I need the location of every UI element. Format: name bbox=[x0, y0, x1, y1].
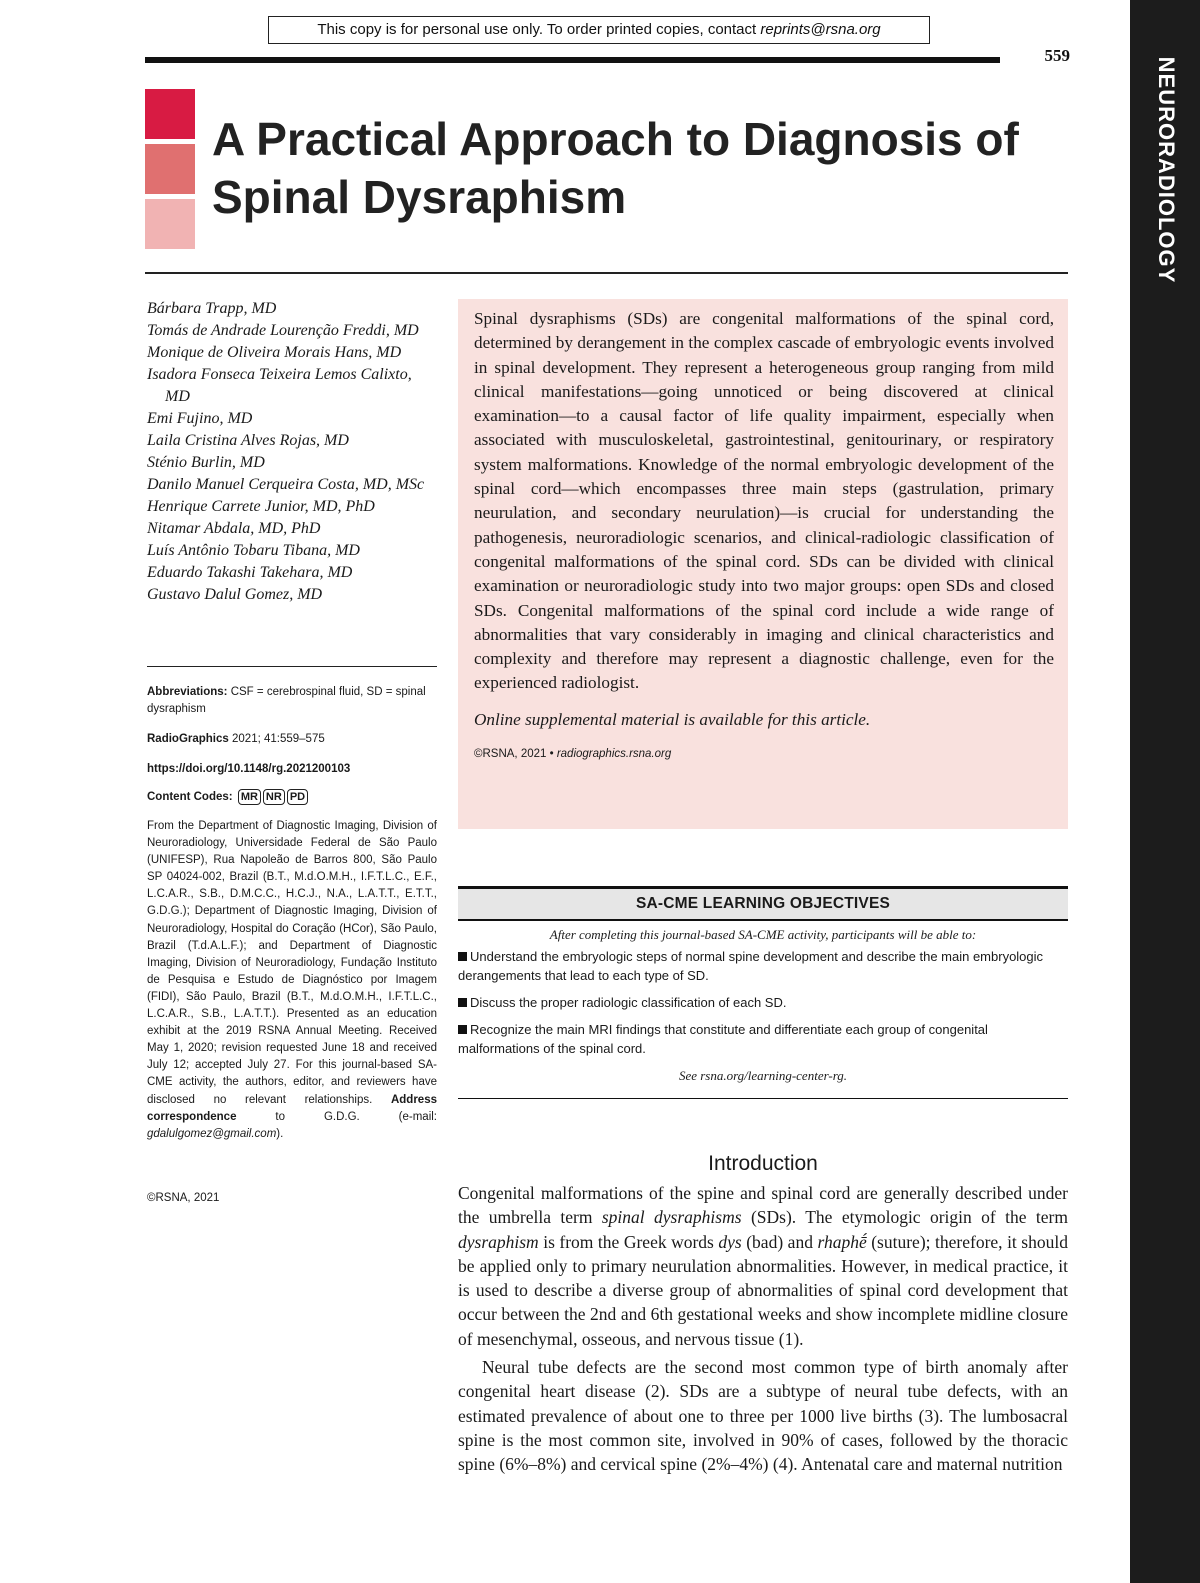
cme-objectives-list bbox=[458, 947, 1068, 1058]
abstract-text: Spinal dysraphisms (SDs) are congenital malformations of the spinal cord, determined by derangement in the complex cascade of embryologic events involved in spinal development. They represent a heterogeneous group ranging from mild clinical manifestations—going unnoticed or being discovered at clinical examination—to a causal factor of life quality impairment, especially when associated with musculoskeletal, gastrointestinal, genitourinary, or respiratory system malformations. Knowledge of the normal embryologic development of the spinal cord—which encompasses three main steps (gastrulation, primary neurulation, and secondary neurulation)—is crucial for understanding the pathogenesis, neuroradiologic scenarios, and clinical-radiologic classification of congenital malformations of the spinal cord. SDs can be divided with clinical examination or neuroradiologic study into two major groups: open SDs and closed SDs. Congenital malformations of the spinal cord include a wide range of abnormalities that vary considerably in imaging and clinical characteristics and complexity and therefore may represent a diagnostic challenge, even for the experienced radiologist. bbox=[474, 309, 1054, 693]
intro-text: is from the Greek words bbox=[538, 1231, 719, 1252]
square-bullet-icon bbox=[458, 998, 467, 1007]
square-bullet-icon bbox=[458, 1025, 467, 1034]
introduction-heading: Introduction bbox=[708, 1152, 818, 1175]
abbreviations-label: Abbreviations: bbox=[147, 686, 228, 698]
cme-objective-text: Discuss the proper radiologic classification of each SD. bbox=[470, 994, 787, 1010]
author: Gustavo Dalul Gomez, MD bbox=[147, 586, 323, 603]
content-code-badge: PD bbox=[287, 789, 308, 805]
author: Luís Antônio Tobaru Tibana, MD bbox=[147, 542, 360, 559]
cme-objective bbox=[458, 1020, 1068, 1058]
author: Emi Fujino, MD bbox=[147, 410, 253, 427]
cme-objective-text: Understand the embryologic steps of normal spine development and describe the main embryologic derangements that lead to each type of SD. bbox=[458, 948, 1044, 983]
title-rule bbox=[145, 272, 1068, 274]
abstract-copyright bbox=[474, 742, 1054, 766]
reprint-email-link[interactable]: reprints@rsna.org bbox=[760, 21, 881, 38]
author: Bárbara Trapp, MD bbox=[147, 300, 277, 317]
intro-text: (SDs). The etymologic origin of the term bbox=[741, 1207, 1068, 1228]
content-codes bbox=[147, 789, 437, 806]
title-accent-square-1 bbox=[145, 89, 195, 139]
introduction-body bbox=[458, 1181, 1068, 1477]
correspondence-end: ). bbox=[276, 1127, 284, 1140]
intro-term: dys bbox=[718, 1231, 742, 1252]
intro-paragraph-1 bbox=[458, 1181, 1068, 1351]
journal-name: RadioGraphics bbox=[147, 733, 229, 745]
header-rule bbox=[145, 57, 1000, 63]
article-title: A Practical Approach to Diagnosis of Spinal Dysraphism bbox=[212, 113, 1019, 223]
author: Sténio Burlin, MD bbox=[147, 454, 265, 471]
author: Eduardo Takashi Takehara, MD bbox=[147, 564, 353, 581]
section-label: NEURORADIOLOGY bbox=[1154, 56, 1179, 284]
supplemental-note: Online supplemental material is available for this article. bbox=[474, 709, 871, 729]
intro-text: (bad) and bbox=[741, 1231, 818, 1252]
title-accent-square-2 bbox=[145, 144, 195, 194]
cme-objective bbox=[458, 993, 1068, 1012]
content-codes-label: Content Codes: bbox=[147, 791, 233, 803]
author: Tomás de Andrade Lourenção Freddi, MD bbox=[147, 322, 419, 339]
affiliation-note bbox=[147, 818, 437, 1143]
content-code-badge: MR bbox=[238, 789, 261, 805]
intro-term: dysraphism bbox=[458, 1231, 539, 1252]
author: Isadora Fonseca Teixeira Lemos Calixto, MD bbox=[147, 366, 412, 405]
author: Laila Cristina Alves Rojas, MD bbox=[147, 432, 349, 449]
copyright-left: ©RSNA, 2021 bbox=[147, 1192, 220, 1204]
abstract-box bbox=[458, 299, 1068, 829]
page-number: 559 bbox=[1044, 46, 1070, 65]
journal-website-link[interactable]: radiographics.rsna.org bbox=[556, 748, 672, 761]
affiliation-text: From the Department of Diagnostic Imaging, Division of Neuroradiology, Universidade Federal de São Paulo (UNIFESP), Rua Napoleão de Barros 800, São Paulo SP 04024-002, Brazil (B.T., M.d.O.M.H., I.F.T.L.C., E.F., L.C.A.R., S.B., D.M.C.C., H.C.J., N.A., L.A.T.T., E.T.T., G.D.G.); Department of Diagnostic Imaging, Division of Neuroradiology, Hospital do Coração (HCor), São Paulo, Brazil (T.d.A.L.F.); and Department of Diagnostic Imaging, Division of Neuroradiology, Fundação Instituto de Pesquisa e Estudo de Diagnóstico por Imagem (FIDI), São Paulo, Brazil (B.T., M.d.O.M.H., I.F.T.L.C., L.C.A.R., S.B., L.A.T.T.). Presented as an education exhibit at the 2019 RSNA Annual Meeting. Received May 1, 2020; revision requested June 18 and received July 12; accepted July 27. For this journal-based SA-CME activity, the authors, editor, and reviewers have disclosed no relevant relationships. bbox=[147, 820, 437, 1106]
journal-citation bbox=[147, 731, 437, 748]
intro-term: spinal dysraphisms bbox=[601, 1207, 742, 1228]
intro-text: Congenital malformations of the spine and spinal cord are generally described under the umbrella term bbox=[458, 1183, 1068, 1228]
cme-heading-rule bbox=[458, 919, 1068, 921]
abbreviations-text: CSF = cerebrospinal fluid, SD = spinal dysraphism bbox=[147, 686, 426, 715]
content-code-badge: NR bbox=[263, 789, 285, 805]
title-accent-square-3 bbox=[145, 199, 195, 249]
cme-bottom-rule bbox=[458, 1098, 1068, 1100]
cme-heading: SA-CME LEARNING OBJECTIVES bbox=[458, 889, 1068, 919]
abbreviations bbox=[147, 684, 437, 718]
doi-link[interactable]: https://doi.org/10.1148/rg.2021200103 bbox=[147, 763, 351, 775]
correspondence-text: to G.D.G. (e-mail: bbox=[236, 1110, 437, 1123]
intro-text: (suture); therefore, it should be applied only to primary neurulation abnormalities. However, in medical practice, it is used to describe a diverse group of abnormalities of spinal cord development that occur between the 2nd and 6th gestational weeks and show incomplete midline closure of mesenchymal, osseous, and nervous tissue (1). bbox=[458, 1231, 1068, 1349]
author: Nitamar Abdala, MD, PhD bbox=[147, 520, 321, 537]
correspondence-email[interactable]: gdalulgomez@gmail.com bbox=[147, 1127, 277, 1140]
cme-objectives-box bbox=[458, 886, 1068, 1099]
reprint-notice-text: This copy is for personal use only. To order printed copies, contact bbox=[317, 21, 761, 38]
cme-intro: After completing this journal-based SA-CME activity, participants will be able to: bbox=[549, 926, 977, 942]
intro-paragraph-2: Neural tube defects are the second most common type of birth anomaly after congenital heart disease (2). SDs are a subtype of neural tube defects, with an estimated prevalence of about one to three per 1000 live births (3). The lumbosacral spine is the most common site, involved in 90% of cases, followed by the thoracic spine (6%–8%) and cervical spine (2%–4%) (4). Antenatal care and maternal nutrition bbox=[458, 1357, 1068, 1475]
cme-objective bbox=[458, 947, 1068, 985]
author: Monique de Oliveira Morais Hans, MD bbox=[147, 344, 402, 361]
author-list bbox=[147, 298, 437, 606]
author: Danilo Manuel Cerqueira Costa, MD, MSc bbox=[147, 476, 425, 493]
correspondence-label: Address correspondence bbox=[147, 1093, 437, 1123]
square-bullet-icon bbox=[458, 952, 467, 961]
authors-rule bbox=[147, 666, 437, 667]
cme-learning-center-link[interactable]: See rsna.org/learning-center-rg. bbox=[678, 1067, 848, 1083]
abstract-copyright-text: ©RSNA, 2021 • bbox=[474, 748, 557, 761]
cme-objective-text: Recognize the main MRI findings that constitute and differentiate each group of congenital malformations of the spinal cord. bbox=[458, 1021, 988, 1056]
author: Henrique Carrete Junior, MD, PhD bbox=[147, 498, 375, 515]
journal-volume: 2021; 41:559–575 bbox=[228, 733, 325, 745]
intro-term: rhaphḗ bbox=[817, 1231, 867, 1252]
reprint-notice bbox=[268, 16, 930, 44]
